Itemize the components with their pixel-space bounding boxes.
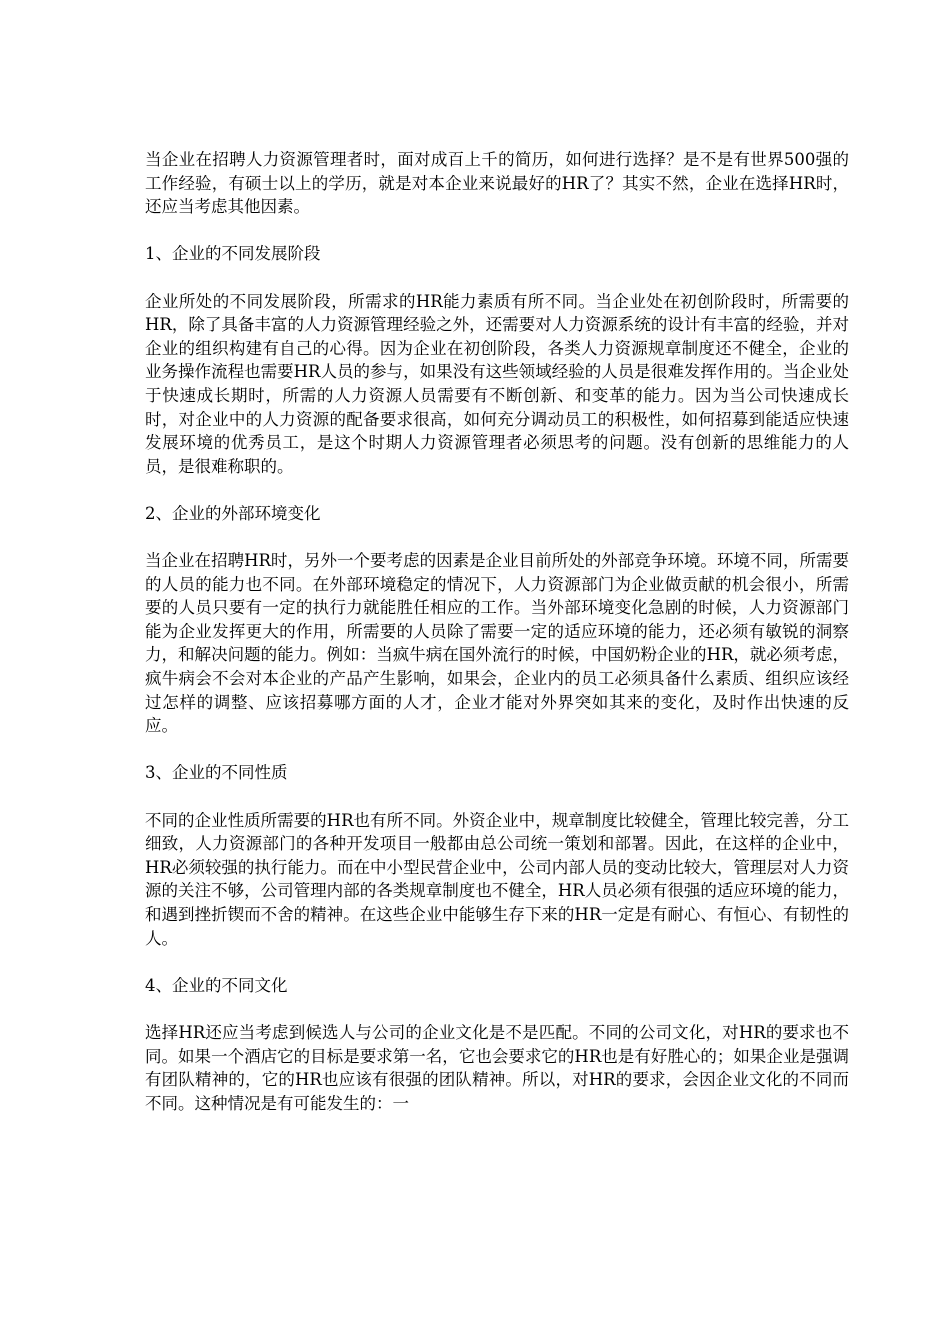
section-heading-1: 1、企业的不同发展阶段: [145, 244, 321, 264]
document-page: [145, 148, 849, 1139]
section-body-4: 选择HR还应当考虑到候选人与公司的企业文化是不是匹配。不同的公司文化，对HR的要求也不同。如果一个酒店它的目标是要求第一名，它也会要求它的HR也是有好胜心的；如果企业是强调有团队精神的，它的HR也应该有很强的团队精神。所以，对HR的要求，会因企业文化的不同而不同。这种情况是有可能发生的：一: [145, 1022, 849, 1113]
section-heading-2: 2、企业的外部环境变化: [145, 503, 321, 523]
section-body-3: 不同的企业性质所需要的HR也有所不同。外资企业中，规章制度比较健全，管理比较完善，分工细致，人力资源部门的各种开发项目一般都由总公司统一策划和部署。因此，在这样的企业中，HR必须较强的执行能力。而在中小型民营企业中，公司内部人员的变动比较大，管理层对人力资源的关注不够，公司管理内部的各类规章制度也不健全，HR人员必须有很强的适应环境的能力，和遇到挫折锲而不舍的精神。在这些企业中能够生存下来的HR一定是有耐心、有恒心、有韧性的人。: [145, 810, 849, 948]
section-heading-4: 4、企业的不同文化: [145, 975, 288, 995]
intro-paragraph: 当企业在招聘人力资源管理者时，面对成百上千的简历，如何进行选择？是不是有世界500强的工作经验，有硕士以上的学历，就是对本企业来说最好的HR了？其实不然，企业在选择HR时，还应当考虑其他因素。: [145, 150, 849, 217]
section-body-1: 企业所处的不同发展阶段，所需求的HR能力素质有所不同。当企业处在初创阶段时，所需要的HR，除了具备丰富的人力资源管理经验之外，还需要对人力资源系统的设计有丰富的经验，并对企业的组织构建有自己的心得。因为企业在初创阶段，各类人力资源规章制度还不健全，企业的业务操作流程也需要HR人员的参与，如果没有这些领域经验的人员是很难发挥作用的。当企业处于快速成长期时，所需的人力资源人员需要有不断创新、和变革的能力。因为当公司快速成长时，对企业中的人力资源的配备要求很高，如何充分调动员工的积极性，如何招募到能适应快速发展环境的优秀员工，是这个时期人力资源管理者必须思考的问题。没有创新的思维能力的人员，是很难称职的。: [145, 291, 849, 476]
section-heading-3: 3、企业的不同性质: [145, 763, 288, 783]
section-body-2: 当企业在招聘HR时，另外一个要考虑的因素是企业目前所处的外部竞争环境。环境不同，所需要的人员的能力也不同。在外部环境稳定的情况下，人力资源部门为企业做贡献的机会很小，所需要的人员只要有一定的执行力就能胜任相应的工作。当外部环境变化急剧的时候，人力资源部门能为企业发挥更大的作用，所需要的人员除了需要一定的适应环境的能力，还必须有敏锐的洞察力，和解决问题的能力。例如：当疯牛病在国外流行的时候，中国奶粉企业的HR，就必须考虑，疯牛病会不会对本企业的产品产生影响，如果会，企业内的员工必须具备什么素质、组织应该经过怎样的调整、应该招募哪方面的人才，企业才能对外界突如其来的变化，及时作出快速的反应。: [145, 551, 849, 736]
